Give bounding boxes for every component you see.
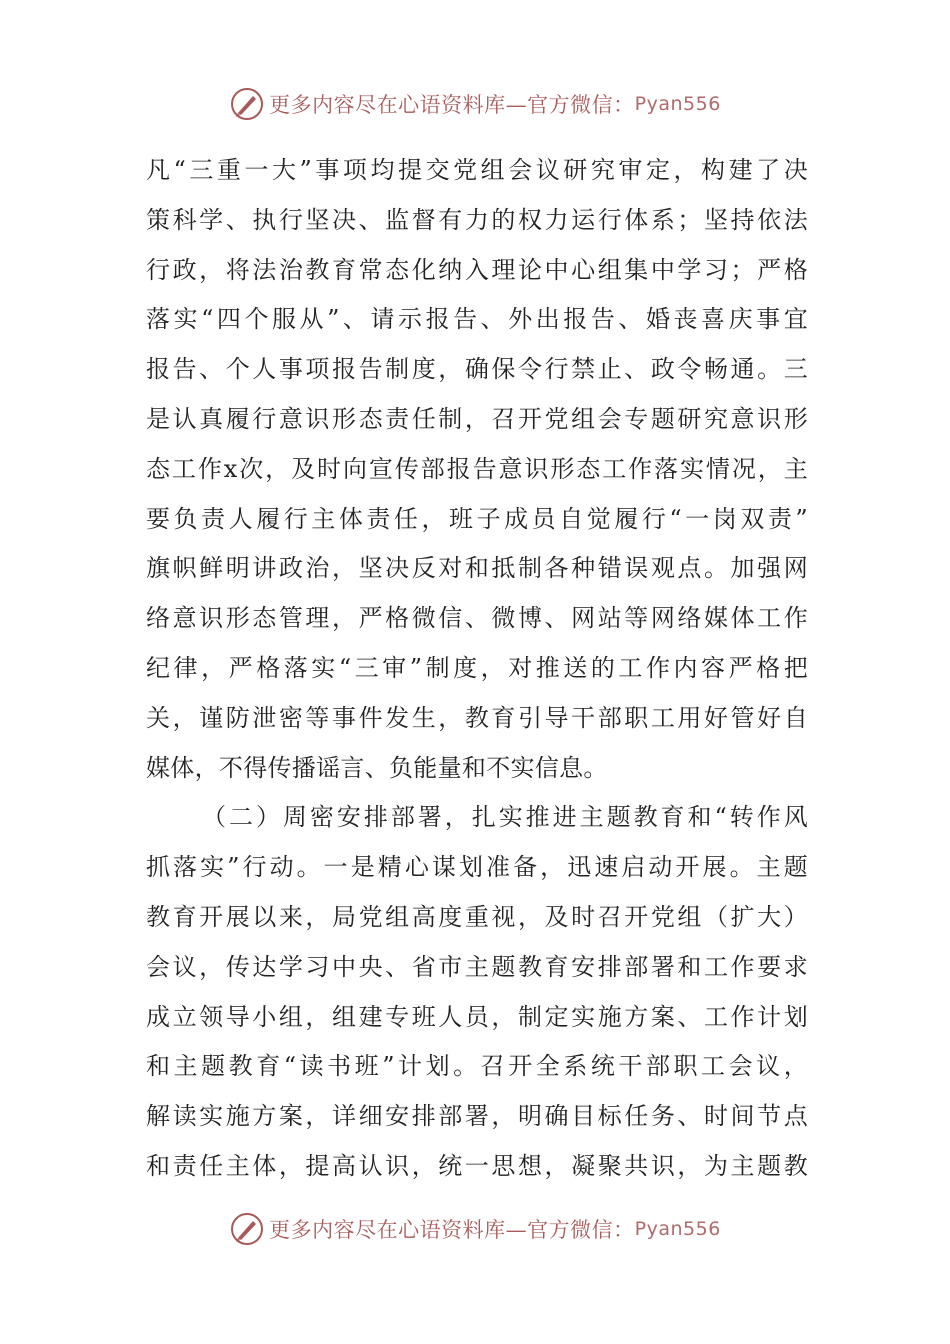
text-line: 要负责人履行主体责任，班子成员自觉履行“一岗双责” (146, 504, 808, 533)
text-line: 教育开展以来，局党组高度重视，及时召开党组（扩大） (146, 902, 808, 931)
text-line: 络意识形态管理，严格微信、微博、网站等网络媒体工作 (146, 604, 808, 633)
text-line: 纪律，严格落实“三审”制度，对推送的工作内容严格把 (146, 653, 808, 682)
header-watermark (0, 84, 950, 124)
text-line: 是认真履行意识形态责任制，召开党组会专题研究意识形 (146, 404, 808, 433)
paragraph-1 (146, 146, 808, 793)
text-line: 会议，传达学习中央、省市主题教育安排部署和工作要求 (146, 952, 808, 981)
text-line: 行政，将法治教育常态化纳入理论中心组集中学习；严格 (146, 255, 808, 284)
quill-pen-logo-icon (229, 86, 265, 122)
document-body (146, 146, 808, 1192)
watermark-text: 更多内容尽在心语资料库—官方微信： (269, 93, 635, 117)
quill-pen-logo-icon (229, 1211, 265, 1247)
text-line: 媒体，不得传播谣言、负能量和不实信息。 (146, 753, 608, 782)
text-line: 抓落实”行动。一是精心谋划准备，迅速启动开展。主题 (146, 853, 808, 882)
footer-watermark (0, 1209, 950, 1249)
watermark-wechat-id: Pyan556 (634, 93, 721, 115)
text-line: 成立领导小组，组建专班人员，制定实施方案、工作计划 (146, 1002, 808, 1031)
text-line: 凡“三重一大”事项均提交党组会议研究审定，构建了决 (146, 156, 808, 184)
text-line: 策科学、执行坚决、监督有力的权力运行体系；坚持依法 (146, 205, 808, 234)
text-line: 解读实施方案，详细安排部署，明确目标任务、时间节点 (146, 1102, 808, 1131)
text-line: 和责任主体，提高认识，统一思想，凝聚共识，为主题教 (146, 1151, 808, 1180)
paragraph-2 (146, 793, 808, 1191)
watermark-wechat-id: Pyan556 (634, 1218, 721, 1240)
text-line: 落实“四个服从”、请示报告、外出报告、婚丧喜庆事宜 (146, 305, 808, 334)
watermark-text: 更多内容尽在心语资料库—官方微信： (269, 1218, 635, 1242)
text-line: 报告、个人事项报告制度，确保令行禁止、政令畅通。三 (146, 355, 808, 384)
text-line: 关，谨防泄密等事件发生，教育引导干部职工用好管好自 (146, 703, 808, 732)
text-line: 旗帜鲜明讲政治，坚决反对和抵制各种错误观点。加强网 (146, 554, 808, 583)
section-heading-line: （二）周密安排部署，扎实推进主题教育和“转作风 (202, 803, 808, 832)
text-line: 态工作x次，及时向宣传部报告意识形态工作落实情况，主 (146, 454, 808, 483)
text-line: 和主题教育“读书班”计划。召开全系统干部职工会议， (146, 1052, 808, 1081)
